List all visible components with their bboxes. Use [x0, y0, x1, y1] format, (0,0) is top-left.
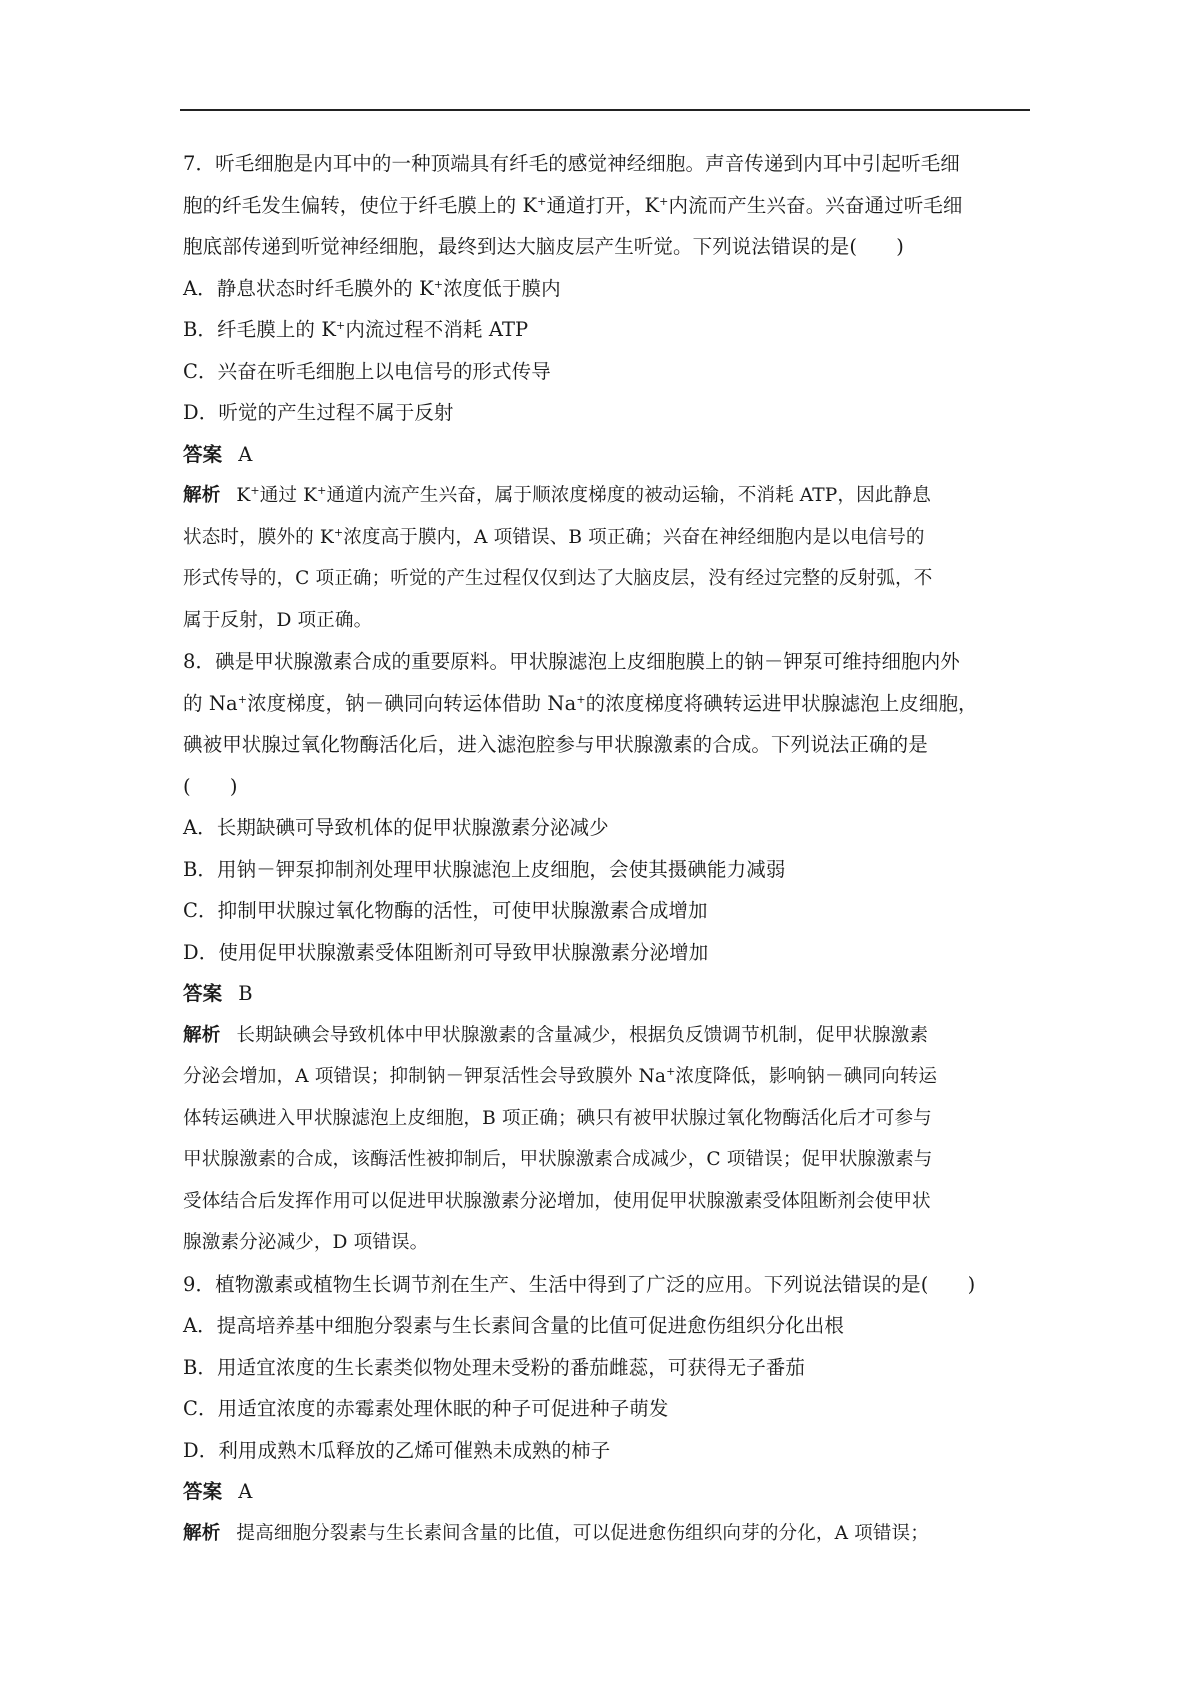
question-stem-line: 胞的纤毛发生偏转，使位于纤毛膜上的 K+通道打开，K+内流而产生兴奋。兴奋通过听毛细 — [183, 193, 963, 217]
analysis-label: 解析 — [183, 1522, 221, 1544]
question-stem-line: 7．听毛细胞是内耳中的一种顶端具有纤毛的感觉神经细胞。声音传递到内耳中引起听毛细 — [183, 152, 960, 175]
analysis-line — [183, 475, 1028, 517]
charge-superscript: + — [333, 525, 344, 539]
analysis-line — [183, 1513, 1028, 1555]
answer-line — [183, 973, 1028, 1015]
option-c: C．兴奋在听毛细胞上以电信号的形式传导 — [183, 359, 551, 383]
answer-value: B — [238, 982, 253, 1005]
option-b: B．用适宜浓度的生长素类似物处理未受粉的番茄雌蕊，可获得无子番茄 — [183, 1355, 806, 1379]
option-c: C．抑制甲状腺过氧化物酶的活性，可使甲状腺激素合成增加 — [183, 899, 708, 922]
option-a: A．长期缺碘可导致机体的促甲状腺激素分泌减少 — [183, 816, 609, 839]
charge-superscript: + — [576, 692, 586, 706]
option-b: B．用钠－钾泵抑制剂处理甲状腺滤泡上皮细胞，会使其摄碘能力减弱 — [183, 857, 786, 881]
charge-superscript: + — [317, 484, 327, 497]
option-a: A．提高培养基中细胞分裂素与生长素间含量的比值可促进愈伤组织分化出根 — [183, 1314, 844, 1337]
answer-label: 答案 — [183, 1480, 223, 1503]
option-b: B．纤毛膜上的 K+内流过程不消耗 ATP — [183, 318, 529, 341]
charge-superscript: + — [250, 484, 260, 497]
charge-superscript: + — [237, 692, 248, 706]
analysis-line: 受体结合后发挥作用可以促进甲状腺激素分泌增加，使用促甲状腺激素受体阻断剂会使甲状 — [183, 1190, 931, 1212]
document-body — [183, 143, 1028, 1554]
analysis-text: 长期缺碘会导致机体中甲状腺激素的含量减少，根据负反馈调节机制，促甲状腺激素 — [236, 1024, 929, 1046]
analysis-line — [183, 1015, 1028, 1057]
question-9 — [183, 1264, 1028, 1555]
option-d: D．利用成熟木瓜释放的乙烯可催熟未成熟的柿子 — [183, 1438, 611, 1462]
answer-line — [183, 434, 1028, 476]
analysis-line: 状态时，膜外的 K+浓度高于膜内，A 项错误、B 项正确；兴奋在神经细胞内是以电信号的 — [183, 525, 925, 548]
answer-label: 答案 — [183, 442, 223, 466]
analysis-text: K+通过 K+通道内流产生兴奋，属于顺浓度梯度的被动运输，不消耗 ATP，因此静息 — [236, 484, 931, 506]
option-a: A．静息状态时纤毛膜外的 K+浓度低于膜内 — [183, 276, 561, 300]
question-stem-line: ( ) — [183, 774, 238, 798]
option-c: C．用适宜浓度的赤霉素处理休眠的种子可促进种子萌发 — [183, 1397, 669, 1420]
analysis-line: 甲状腺激素的合成，该酶活性被抑制后，甲状腺激素合成减少，C 项错误；促甲状腺激素与 — [183, 1149, 933, 1170]
question-stem-line: 碘被甲状腺过氧化物酶活化后，进入滤泡腔参与甲状腺激素的合成。下列说法正确的是 — [183, 733, 928, 756]
question-stem-line: 9．植物激素或植物生长调节剂在生产、生活中得到了广泛的应用。下列说法错误的是( ) — [183, 1272, 976, 1296]
analysis-line: 分泌会增加，A 项错误；抑制钠－钾泵活性会导致膜外 Na+浓度降低，影响钠－碘同向转运 — [183, 1065, 938, 1087]
answer-line — [183, 1471, 1028, 1513]
charge-superscript: + — [666, 1065, 676, 1078]
charge-superscript: + — [433, 277, 444, 291]
question-7 — [183, 143, 1028, 641]
analysis-line: 腺激素分泌减少，D 项错误。 — [183, 1232, 429, 1253]
question-stem-line: 8．碘是甲状腺激素合成的重要原料。甲状腺滤泡上皮细胞膜上的钠－钾泵可维持细胞内外 — [183, 650, 960, 673]
analysis-label: 解析 — [183, 485, 221, 506]
charge-superscript: + — [659, 194, 669, 208]
option-d: D．使用促甲状腺激素受体阻断剂可导致甲状腺激素分泌增加 — [183, 940, 709, 964]
question-8 — [183, 641, 1028, 1264]
question-stem-line: 的 Na+浓度梯度，钠－碘同向转运体借助 Na+的浓度梯度将碘转运进甲状腺滤泡上皮细胞， — [183, 691, 978, 715]
option-d: D．听觉的产生过程不属于反射 — [183, 401, 454, 424]
header-rule — [180, 109, 1030, 111]
analysis-text: 提高细胞分裂素与生长素间含量的比值，可以促进愈伤组织向芽的分化，A 项错误； — [236, 1522, 929, 1544]
analysis-label: 解析 — [183, 1024, 221, 1046]
answer-value: A — [238, 442, 253, 466]
analysis-line: 属于反射，D 项正确。 — [183, 609, 373, 631]
analysis-line: 体转运碘进入甲状腺滤泡上皮细胞，B 项正确；碘只有被甲状腺过氧化物酶活化后才可参与 — [183, 1107, 932, 1129]
question-stem-line: 胞底部传递到听觉神经细胞，最终到达大脑皮层产生听觉。下列说法错误的是( ) — [183, 235, 905, 258]
answer-label: 答案 — [183, 982, 223, 1005]
analysis-line: 形式传导的，C 项正确；听觉的产生过程仅仅到达了大脑皮层，没有经过完整的反射弧，不 — [183, 568, 933, 589]
answer-value: A — [238, 1480, 253, 1503]
charge-superscript: + — [336, 319, 346, 332]
charge-superscript: + — [537, 194, 547, 208]
